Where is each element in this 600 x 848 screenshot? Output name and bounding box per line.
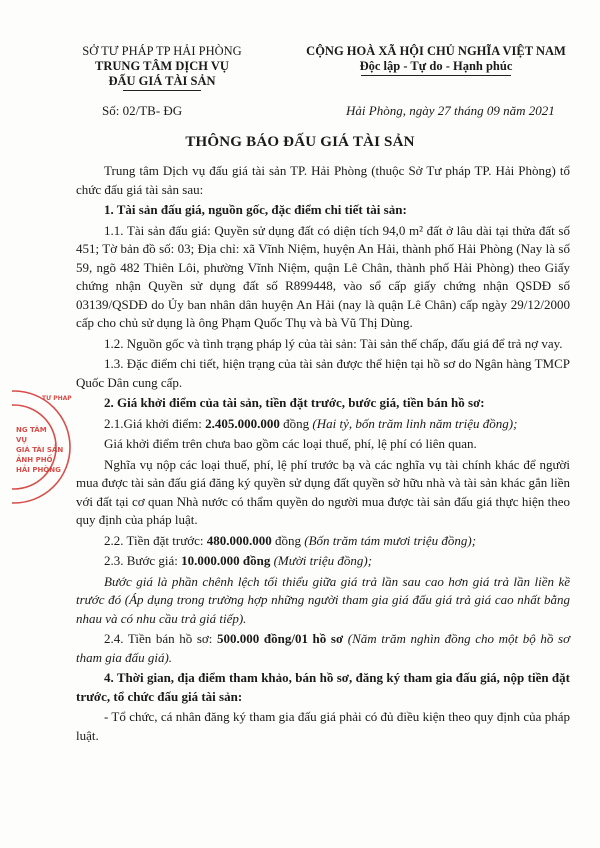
section-2-1-tax: Nghĩa vụ nộp các loại thuế, phí, lệ phí trước bạ và các nghĩa vụ tài chính khác để người mua được tài sản đấu giá đăng ký quyền sử dụng đất quyền sở hữu nhà và tài sản khác gắn liền với đất tại cơ quan Nhà nước có thẩm quyền do người mua được tài sản đấu giá thực hiện theo quy định của pháp luật. [76,456,570,527]
svg-text:NG TÂM: NG TÂM [16,426,47,434]
section-4-1: - Tổ chức, cá nhân đăng ký tham gia đấu giá phải có đủ điều kiện theo quy định của pháp luật. [76,709,570,743]
deposit-words: (Bốn trăm tám mươi triệu đồng); [304,532,477,548]
issuer-underline [123,90,201,91]
motto-underline [361,75,511,76]
section-2-heading: 2. Giá khởi điểm của tài sản, tiền đặt trước, bước giá, tiền bán hồ sơ: [104,395,485,410]
section-2-2 [76,532,570,551]
issuer-center: TRUNG TÂM DỊCH VỤ [95,59,229,73]
svg-text:GIÁ TÀI SẢN: GIÁ TÀI SẢN [16,446,64,454]
bid-step-label: 2.3. Bước giá: [104,553,182,568]
section-1-2: 1.2. Nguồn gốc và tình trạng pháp lý của tài sản: Tài sản thế chấp, đấu giá để trả nợ vay. [104,335,563,351]
section-2-3 [76,552,570,571]
starting-price-label: 2.1.Giá khởi điểm: [104,415,206,431]
deposit-value: 480.000.000 [206,532,272,548]
starting-price-unit: đồng [279,415,313,431]
national-header [300,44,572,76]
document-date: Hải Phòng, ngày 27 tháng 09 năm 2021 [346,103,555,118]
section-1-3: 1.3. Đặc điểm chi tiết, hiện trạng của tài sản được thể hiện tại hồ sơ do Ngân hàng TMCP Quốc Dân cung cấp. [76,356,570,390]
seal-icon [12,388,74,506]
svg-text:ẢNH PHỐ: ẢNH PHỐ [16,456,53,464]
dossier-fee-label: 2.4. Tiền bán hồ sơ: [104,631,218,646]
dossier-fee-words: (Năm trăm nghìn đồng cho một bộ hồ sơ tham gia đấu giá). [76,631,571,665]
dossier-fee-value: 500.000 đồng/01 hồ sơ [217,631,344,646]
intro-paragraph: Trung tâm Dịch vụ đấu giá tài sản TP. Hải Phòng (thuộc Sở Tư pháp TP. Hải Phòng) tổ chức đấu giá tài sản sau: [76,163,570,197]
section-2-1-note: Giá khởi điểm trên chưa bao gồm các loại thuế, phí, lệ phí có liên quan. [104,436,477,451]
section-2-1 [76,415,570,434]
issuer-center-line2: ĐẤU GIÁ TÀI SẢN [108,74,216,88]
section-4-heading: 4. Thời gian, địa điểm tham khảo, bán hồ sơ, đăng ký tham gia đấu giá, nộp tiền đặt trước, tổ chức đấu giá tài sản: [76,670,570,704]
document-body [76,162,570,747]
official-seal [12,388,74,506]
section-2-3-note: Bước giá là phần chênh lệch tối thiểu giữa giá trả lần sau cao hơn giá trả lần liền kề trước đó (Áp dụng trong trường hợp những người tham gia giá đấu giá trả giá cao nhất bằng nhau và có nhu cầu trả giá tiếp). [76,573,570,626]
bid-step-value: 10.000.000 đồng [181,553,271,568]
document-title: THÔNG BÁO ĐẤU GIÁ TÀI SẢN [185,134,415,150]
section-2-4 [76,630,570,667]
deposit-label: 2.2. Tiền đặt trước: [104,532,207,548]
bid-step-words: (Mười triệu đồng); [270,553,373,568]
svg-text:HẢI PHÒNG: HẢI PHÒNG [16,466,61,474]
section-1-heading: 1. Tài sản đấu giá, nguồn gốc, đặc điểm chi tiết tài sản: [104,202,407,217]
section-1-1: 1.1. Tài sản đấu giá: Quyền sử dụng đất có diện tích 94,0 m² đất ở lâu dài tại thửa đất số 451; Tờ bản đồ số: 03; Địa chỉ: xã Vĩnh Niệm, huyện An Hải, thành phố Hải Phòng (Nay là số 59, ngõ 482 Thiên Lôi, phường Vĩnh Niệm, quận Lê Chân, thành phố Hải Phòng) theo Giấy chứng nhận Quyền sử dụng đất số R899448, vào sổ cấp giấy chứng nhận QSDĐ số 03139/QSDĐ do Ủy ban nhân dân huyện An Hải (nay là quận Lê Chân) cấp ngày 29/12/2000 cấp cho chủ sử dụng là ông Phạm Quốc Thụ và bà Vũ Thị Dùng. [76,222,570,330]
issuer-department: SỞ TƯ PHÁP TP HẢI PHÒNG [82,44,242,58]
issuer-header [62,44,262,91]
svg-text:VỤ: VỤ [16,436,28,444]
national-motto: Độc lập - Tự do - Hạnh phúc [359,59,513,73]
deposit-unit: đồng [271,532,305,548]
starting-price-value: 2.405.000.000 [205,415,280,431]
national-title: CỘNG HOÀ XÃ HỘI CHỦ NGHĨA VIỆT NAM [306,44,566,58]
document-number: Số: 02/TB- ĐG [102,103,183,118]
starting-price-words: (Hai tỷ, bốn trăm linh năm triệu đồng); [312,415,518,431]
svg-text:TƯ PHÁP: TƯ PHÁP [42,395,72,402]
